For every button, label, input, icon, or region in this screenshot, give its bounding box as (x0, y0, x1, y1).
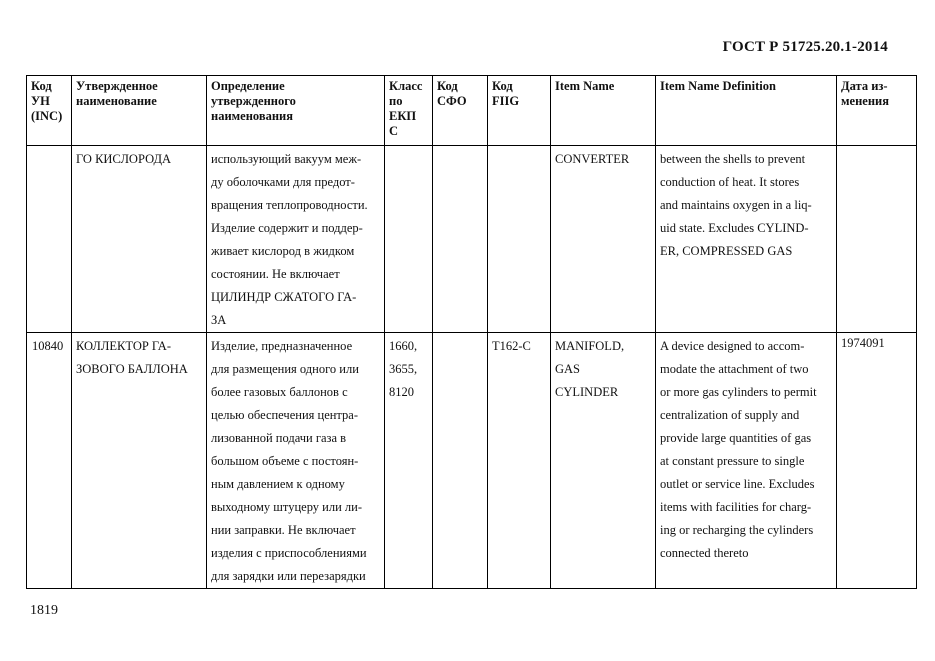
document-id: ГОСТ Р 51725.20.1-2014 (722, 39, 888, 55)
header-fiig: Код FIIG (488, 76, 551, 146)
header-class: Класс по ЕКП С (385, 76, 433, 146)
table-row (27, 146, 917, 333)
cell-fiig (488, 146, 551, 333)
cell-inc (27, 146, 72, 333)
table-row (27, 333, 917, 589)
cell-inc: 10840 (27, 333, 72, 589)
cell-approved-name: КОЛЛЕКТОР ГА- ЗОВОГО БАЛЛОНА (72, 333, 207, 589)
cell-item-name: MANIFOLD, GAS CYLINDER (551, 333, 656, 589)
cell-class: 1660, 3655, 8120 (385, 333, 433, 589)
table-header-row (27, 76, 917, 146)
cell-definition: Изделие, предназначенное для размещения одного или более газовых баллонов с целью обеспечения центра- лизованной подачи газа в большом объеме с постоян- ным давлением к одному выходному штуцеру или ли- нии заправки. Не включает изделия с приспособлениями для зарядки или перезарядки (207, 333, 385, 589)
header-approved-name: Утвержденное наименование (72, 76, 207, 146)
cell-sfo (433, 146, 488, 333)
header-date: Дата из- менения (837, 76, 917, 146)
cell-sfo (433, 333, 488, 589)
header-definition: Определение утвержденного наименования (207, 76, 385, 146)
header-sfo: Код СФО (433, 76, 488, 146)
cell-fiig: T162-C (488, 333, 551, 589)
cell-approved-name: ГО КИСЛОРОДА (72, 146, 207, 333)
header-inc: Код УН (INC) (27, 76, 72, 146)
cell-definition: использующий вакуум меж- ду оболочками для предот- вращения теплопроводности. Изделие содержит и поддер- живает кислород в жидком состоянии. Не включает ЦИЛИНДР СЖАТОГО ГА- ЗА (207, 146, 385, 333)
header-item-name: Item Name (551, 76, 656, 146)
cell-item-definition: A device designed to accom- modate the attachment of two or more gas cylinders to permit centralization of supply and provide large quantities of gas at constant pressure to single outlet or service line. Excludes items with facilities for charg- ing or recharging the cylinders connected thereto (656, 333, 837, 589)
classification-table (26, 75, 917, 589)
cell-item-definition: between the shells to prevent conduction of heat. It stores and maintains oxygen in a liq- uid state. Excludes CYLIND- ER, COMPRESSED GAS (656, 146, 837, 333)
page-number: 1819 (30, 603, 58, 618)
cell-class (385, 146, 433, 333)
cell-date (837, 146, 917, 333)
cell-item-name: CONVERTER (551, 146, 656, 333)
cell-date: 1974091 (837, 333, 917, 589)
header-item-definition: Item Name Definition (656, 76, 837, 146)
